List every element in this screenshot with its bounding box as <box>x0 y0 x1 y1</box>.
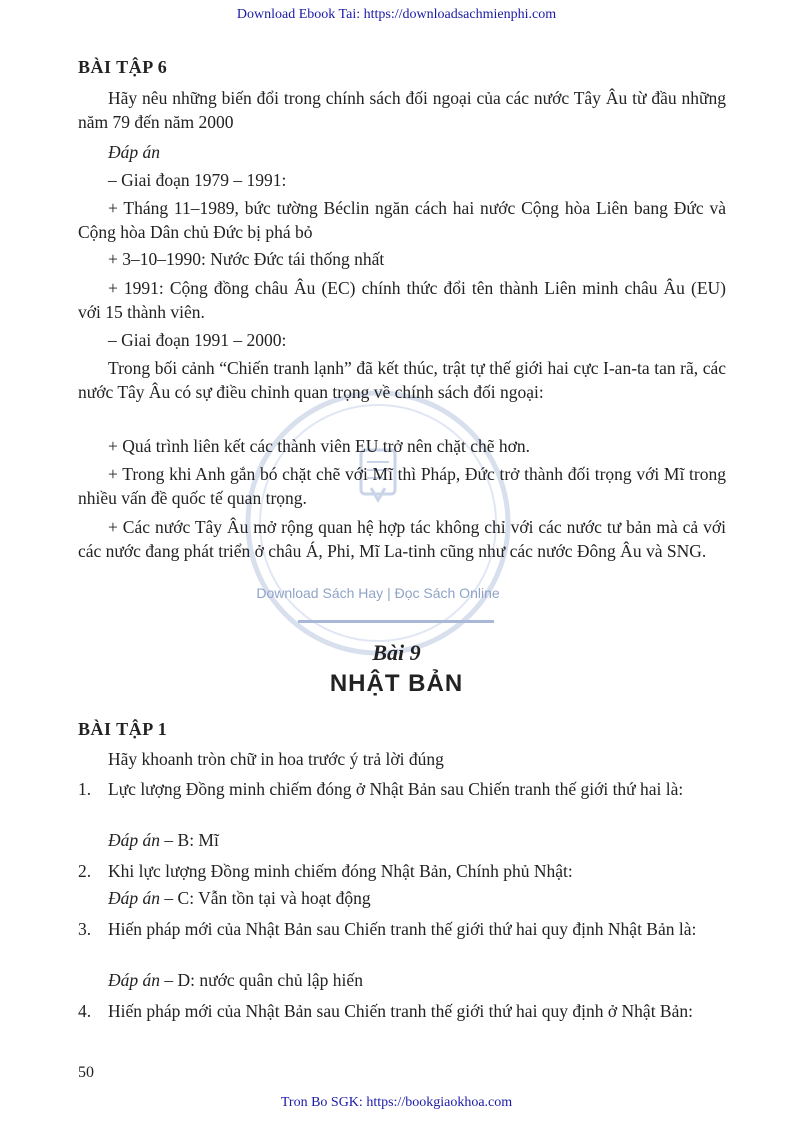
answer-text: – D: nước quân chủ lập hiến <box>160 970 363 990</box>
question-number: 3. <box>78 919 92 939</box>
exercise-6-period-2: – Giai đoạn 1991 – 2000: <box>108 330 287 350</box>
question-item-1 <box>78 777 726 801</box>
exercise-6-question: Hãy nêu những biến đổi trong chính sách đối ngoại của các nước Tây Âu từ đầu những năm 79 đến năm 2000 <box>78 88 726 132</box>
exercise-6-period-1-item-2: + 3–10–1990: Nước Đức tái thống nhất <box>108 249 385 269</box>
question-item-4 <box>78 999 726 1023</box>
answer-1 <box>108 830 219 851</box>
header-link-prefix: Download Ebook Tai: <box>236 7 364 22</box>
exercise-6-period-2-intro: Trong bối cảnh “Chiến tranh lạnh” đã kết thúc, trật tự thế giới hai cực I-an-ta tan rã, các nước Tây Âu có sự điều chỉnh quan trọng về chính sách đối ngoại: <box>78 358 726 402</box>
question-text: Hiến pháp mới của Nhật Bản sau Chiến tranh thế giới thứ hai quy định ở Nhật Bản: <box>108 1001 693 1021</box>
answer-2 <box>108 888 371 909</box>
exercise-6-period-1-item-1: + Tháng 11–1989, bức tường Béclin ngăn cách hai nước Cộng hòa Liên bang Đức và Cộng hòa Dân chủ Đức bị phá bỏ <box>78 198 726 242</box>
exercise-1-title: BÀI TẬP 1 <box>78 719 168 739</box>
answer-label: Đáp án <box>108 888 161 908</box>
exercise-6-answer-label: Đáp án <box>108 142 161 162</box>
answer-label: Đáp án <box>108 970 161 990</box>
exercise-6-period-1: – Giai đoạn 1979 – 1991: <box>108 170 287 190</box>
footer-sgk-link[interactable] <box>0 1095 793 1111</box>
lesson-number: Bài 9 <box>372 640 421 665</box>
lesson-name: NHẬT BẢN <box>329 670 464 697</box>
question-item-2 <box>78 859 726 883</box>
question-text: Hiến pháp mới của Nhật Bản sau Chiến tranh thế giới thứ hai quy định Nhật Bản là: <box>108 919 697 939</box>
exercise-6-title: BÀI TẬP 6 <box>78 57 168 77</box>
answer-text: – C: Vẫn tồn tại và hoạt động <box>160 888 371 908</box>
question-item-3 <box>78 917 726 941</box>
exercise-1-instruction: Hãy khoanh tròn chữ in hoa trước ý trả lời đúng <box>108 749 444 769</box>
answer-label: Đáp án <box>108 830 161 850</box>
header-download-link[interactable] <box>0 7 793 23</box>
answer-3 <box>108 970 363 991</box>
answer-text: – B: Mĩ <box>160 830 219 850</box>
footer-link-prefix: Tron Bo SGK: <box>280 1095 367 1110</box>
exercise-6-period-1-item-3: + 1991: Cộng đồng châu Âu (EC) chính thức đổi tên thành Liên minh châu Âu (EU) với 15 thành viên. <box>78 278 726 322</box>
exercise-6-period-2-item-3: + Các nước Tây Âu mở rộng quan hệ hợp tác không chỉ với các nước tư bản mà cả với các nước đang phát triển ở châu Á, Phi, Mĩ La-tinh cũng như các nước Đông Âu và SNG. <box>78 517 726 561</box>
question-text: Lực lượng Đồng minh chiếm đóng ở Nhật Bản sau Chiến tranh thế giới thứ hai là: <box>108 779 684 799</box>
page-number: 50 <box>78 1064 94 1081</box>
watermark-text: Download Sách Hay | Đọc Sách Online <box>256 585 500 601</box>
watermark-divider <box>298 620 494 623</box>
question-text: Khi lực lượng Đồng minh chiếm đóng Nhật Bản, Chính phủ Nhật: <box>108 861 573 881</box>
exercise-6-period-2-item-1: + Quá trình liên kết các thành viên EU trở nên chặt chẽ hơn. <box>108 436 530 456</box>
question-number: 2. <box>78 861 92 881</box>
question-number: 4. <box>78 1001 92 1021</box>
question-number: 1. <box>78 779 92 799</box>
footer-link-url[interactable]: https://bookgiaokhoa.com <box>366 1095 513 1110</box>
exercise-6-period-2-item-2: + Trong khi Anh gắn bó chặt chẽ với Mĩ thì Pháp, Đức trở thành đối trọng với Mĩ trong nhiều vấn đề quốc tế quan trọng. <box>78 464 726 508</box>
header-link-url[interactable]: https://downloadsachmienphi.com <box>363 7 557 22</box>
